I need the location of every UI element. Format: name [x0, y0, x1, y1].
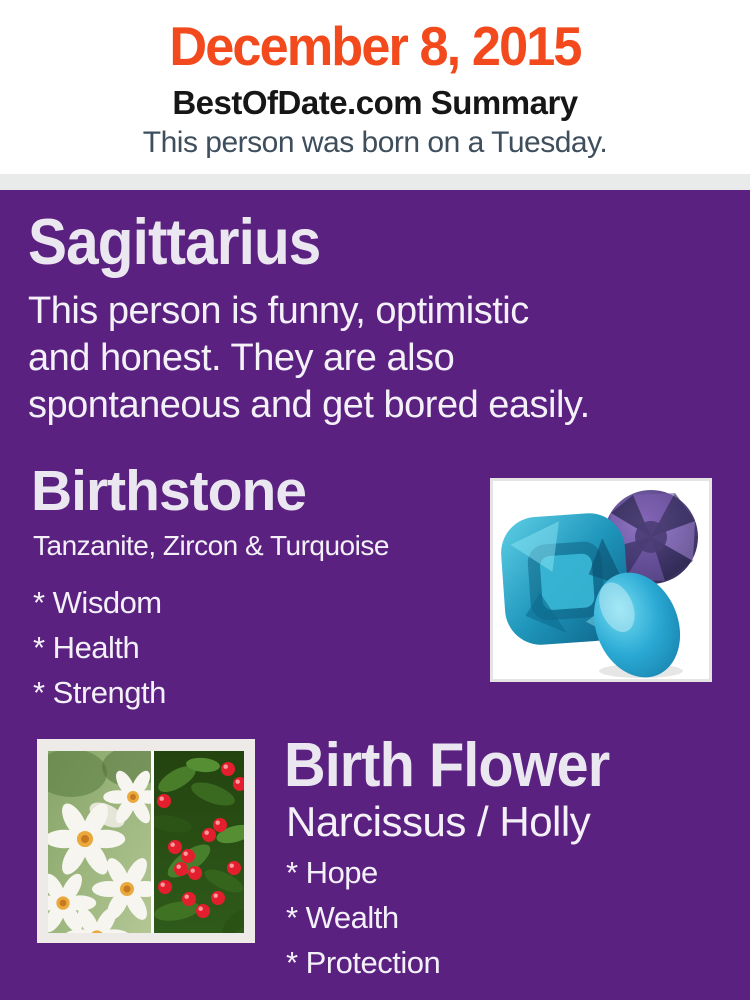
birth-flower-names: Narcissus / Holly [286, 798, 591, 845]
divider-strip [0, 174, 750, 190]
holly-photo-half [149, 751, 255, 939]
zodiac-description [28, 288, 728, 429]
birthstone-trait: * Wisdom [33, 585, 162, 620]
zodiac-description-line: This person is funny, optimistic [28, 290, 529, 332]
birthstone-trait: * Strength [33, 675, 166, 710]
weekday-line: This person was born on a Tuesday. [142, 126, 608, 159]
header [0, 0, 750, 174]
flower-image [37, 739, 255, 943]
gemstones-image [490, 478, 712, 682]
flower-illustration [37, 739, 255, 943]
birth-flower-heading: Birth Flower [284, 731, 610, 800]
birth-flower-trait: * Hope [286, 855, 378, 890]
birth-flower-trait-list [286, 850, 440, 985]
narcissus-photo-half [37, 747, 163, 943]
birthstone-trait-list [33, 580, 166, 715]
body-panel [0, 190, 750, 1000]
zodiac-sign-heading: Sagittarius [28, 205, 321, 278]
page-title-date: December 8, 2015 [169, 15, 581, 77]
photo-divider [151, 751, 154, 933]
gemstones-illustration [493, 481, 709, 679]
site-summary-subtitle: BestOfDate.com Summary [172, 84, 578, 121]
birth-flower-trait: * Wealth [286, 900, 399, 935]
birthstone-names: Tanzanite, Zircon & Turquoise [33, 530, 389, 561]
birth-flower-trait: * Protection [286, 945, 441, 980]
birthstone-trait: * Health [33, 630, 140, 665]
zodiac-description-line: spontaneous and get bored easily. [28, 384, 590, 426]
birthstone-heading: Birthstone [31, 459, 306, 523]
zodiac-description-line: and honest. They are also [28, 337, 455, 379]
